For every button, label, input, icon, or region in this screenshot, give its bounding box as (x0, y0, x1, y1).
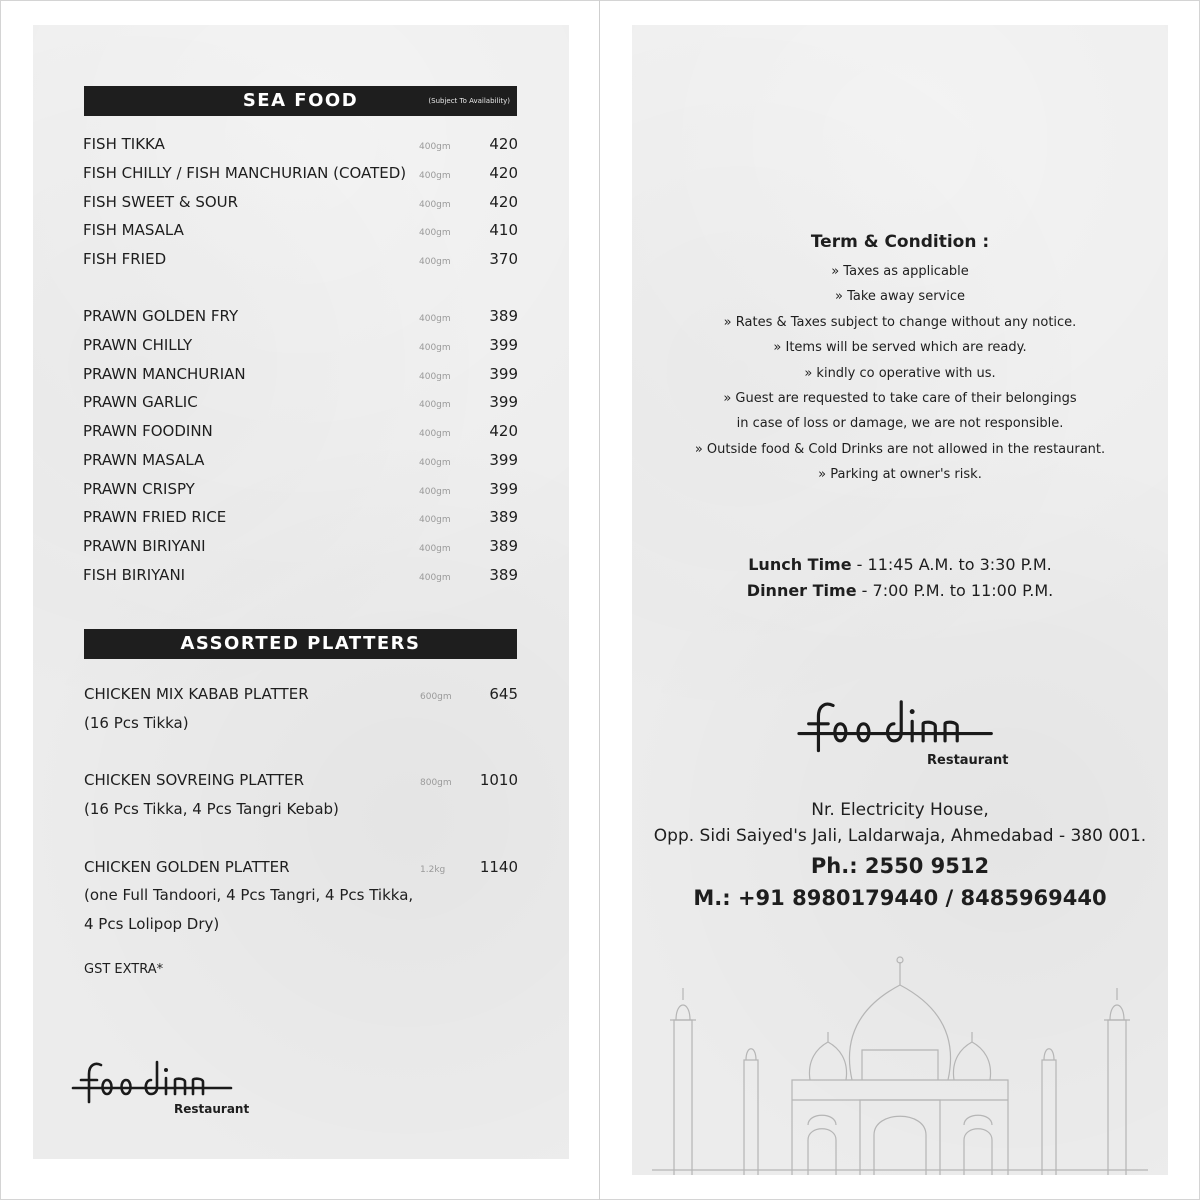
term-item: » Items will be served which are ready. (773, 340, 1027, 355)
item-price: 420 (489, 164, 518, 182)
foodinn-logo (790, 697, 1010, 772)
platter-description: (16 Pcs Tikka) (84, 714, 189, 732)
platters-title: ASSORTED PLATTERS (180, 633, 421, 654)
lunch-hours (632, 555, 1168, 574)
gst-note: GST EXTRA* (84, 962, 164, 977)
foodinn-logo (71, 1058, 250, 1118)
item-name: PRAWN CHILLY (83, 336, 193, 354)
address-line-1: Nr. Electricity House, (811, 800, 989, 820)
item-name: FISH TIKKA (83, 135, 165, 153)
item-qty: 400gm (419, 573, 451, 583)
item-name: PRAWN MASALA (83, 451, 205, 469)
item-qty: 400gm (419, 544, 451, 554)
platters-header (84, 629, 517, 659)
item-name: CHICKEN GOLDEN PLATTER (84, 858, 290, 876)
item-qty: 400gm (419, 400, 451, 410)
availability-note: (Subject To Availability) (428, 97, 510, 105)
term-item: » Guest are requested to take care of their belongings (723, 391, 1077, 406)
taj-mahal-illustration (652, 930, 1148, 1179)
menu-left-panel (33, 25, 569, 1159)
item-qty: 800gm (420, 778, 452, 788)
item-price: 420 (489, 193, 518, 211)
platter-item (84, 856, 518, 878)
item-name: PRAWN FOODINN (83, 422, 213, 440)
lunch-label: Lunch Time (748, 555, 852, 574)
term-item: » Outside food & Cold Drinks are not allowed in the restaurant. (694, 442, 1106, 457)
item-qty: 1.2kg (420, 865, 446, 875)
menu-item (83, 535, 518, 557)
platter-description: 4 Pcs Lolipop Dry) (84, 915, 220, 933)
term-item: » kindly co operative with us. (804, 366, 996, 381)
menu-item (83, 478, 518, 500)
item-name: PRAWN GARLIC (83, 393, 198, 411)
item-price: 645 (489, 685, 518, 703)
item-price: 389 (489, 307, 518, 325)
foodinn-logo-mark (790, 697, 1010, 753)
menu-item (83, 564, 518, 586)
item-name: FISH BIRIYANI (83, 566, 186, 584)
item-name: FISH CHILLY / FISH MANCHURIAN (COATED) (83, 164, 407, 182)
item-qty: 400gm (419, 228, 451, 238)
menu-item (83, 219, 518, 241)
address-line-2: Opp. Sidi Saiyed's Jali, Laldarwaja, Ahmedabad - 380 001. (653, 826, 1147, 846)
terms-title: Term & Condition : (810, 232, 990, 252)
info-right-panel (632, 25, 1168, 1175)
item-qty: 400gm (419, 458, 451, 468)
item-name: PRAWN FRIED RICE (83, 508, 227, 526)
menu-item (83, 191, 518, 213)
menu-item (83, 162, 518, 184)
term-item: » Rates & Taxes subject to change without any notice. (723, 315, 1077, 330)
lunch-time: - 11:45 A.M. to 3:30 P.M. (851, 555, 1052, 574)
item-name: FISH SWEET & SOUR (83, 193, 239, 211)
seafood-title: SEA FOOD (242, 90, 359, 111)
item-qty: 600gm (420, 692, 452, 702)
item-name: FISH MASALA (83, 221, 184, 239)
item-price: 1140 (479, 858, 518, 876)
term-item: » Parking at owner's risk. (818, 467, 982, 482)
dinner-hours (632, 581, 1168, 600)
fold-divider (599, 0, 600, 1200)
term-item: in case of loss or damage, we are not responsible. (736, 416, 1064, 431)
item-price: 389 (489, 566, 518, 584)
item-price: 420 (489, 422, 518, 440)
item-name: PRAWN BIRIYANI (83, 537, 206, 555)
item-price: 410 (489, 221, 518, 239)
menu-item (83, 334, 518, 356)
platter-description: (one Full Tandoori, 4 Pcs Tangri, 4 Pcs Tikka, (84, 886, 414, 904)
platter-description: (16 Pcs Tikka, 4 Pcs Tangri Kebab) (84, 800, 339, 818)
menu-item (83, 506, 518, 528)
logo-text (71, 1104, 72, 1105)
menu-item (83, 305, 518, 327)
menu-item (83, 420, 518, 442)
menu-item (83, 391, 518, 413)
item-price: 399 (489, 336, 518, 354)
item-price: 1010 (479, 771, 518, 789)
item-name: PRAWN CRISPY (83, 480, 195, 498)
item-name: CHICKEN SOVREING PLATTER (84, 771, 305, 789)
phone-number: Ph.: 2550 9512 (810, 854, 990, 878)
platter-item (84, 769, 518, 791)
term-item: » Taxes as applicable (831, 264, 969, 279)
item-qty: 400gm (419, 257, 451, 267)
item-price: 399 (489, 480, 518, 498)
item-price: 399 (489, 393, 518, 411)
item-price: 389 (489, 508, 518, 526)
item-name: PRAWN GOLDEN FRY (83, 307, 239, 325)
item-qty: 400gm (419, 487, 451, 497)
menu-item (83, 449, 518, 471)
item-price: 370 (489, 250, 518, 268)
foodinn-logo-mark (71, 1058, 241, 1104)
logo-subtitle: Restaurant (927, 753, 1009, 768)
term-item: » Take away service (835, 289, 965, 304)
item-qty: 400gm (419, 343, 451, 353)
item-price: 420 (489, 135, 518, 153)
item-price: 399 (489, 365, 518, 383)
item-name: FISH FRIED (83, 250, 167, 268)
item-name: CHICKEN MIX KABAB PLATTER (84, 685, 309, 703)
menu-item (83, 133, 518, 155)
seafood-header (84, 86, 517, 116)
item-qty: 400gm (419, 200, 451, 210)
dinner-label: Dinner Time (746, 581, 857, 600)
logo-subtitle: Restaurant (174, 1102, 250, 1116)
item-qty: 400gm (419, 372, 451, 382)
menu-item (83, 248, 518, 270)
mobile-number: M.: +91 8980179440 / 8485969440 (693, 886, 1107, 910)
item-price: 389 (489, 537, 518, 555)
item-qty: 400gm (419, 429, 451, 439)
item-price: 399 (489, 451, 518, 469)
platter-item (84, 683, 518, 705)
item-qty: 400gm (419, 142, 451, 152)
item-qty: 400gm (419, 515, 451, 525)
menu-item (83, 363, 518, 385)
item-name: PRAWN MANCHURIAN (83, 365, 246, 383)
item-qty: 400gm (419, 314, 451, 324)
item-qty: 400gm (419, 171, 451, 181)
dinner-time: - 7:00 P.M. to 11:00 P.M. (856, 581, 1054, 600)
